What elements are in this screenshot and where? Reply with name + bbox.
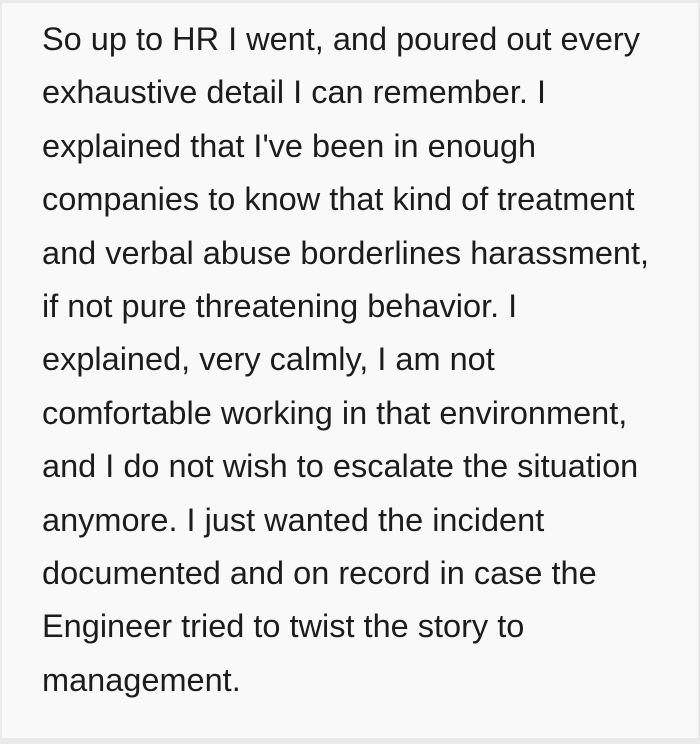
story-paragraph: So up to HR I went, and poured out every exhaustive detail I can remember. I explained that I've been in enough companies to know that kind of treatment and verbal abuse borderlines harassment, if not pure threatening behavior. I explained, very calmly, I am not comfortable working in that environment, and I do not wish to escalate the situation anymore. I just wanted the incident documented and on record in case the Engineer tried to twist the story to management.: [42, 21, 650, 698]
article-text-panel: [2, 3, 698, 738]
